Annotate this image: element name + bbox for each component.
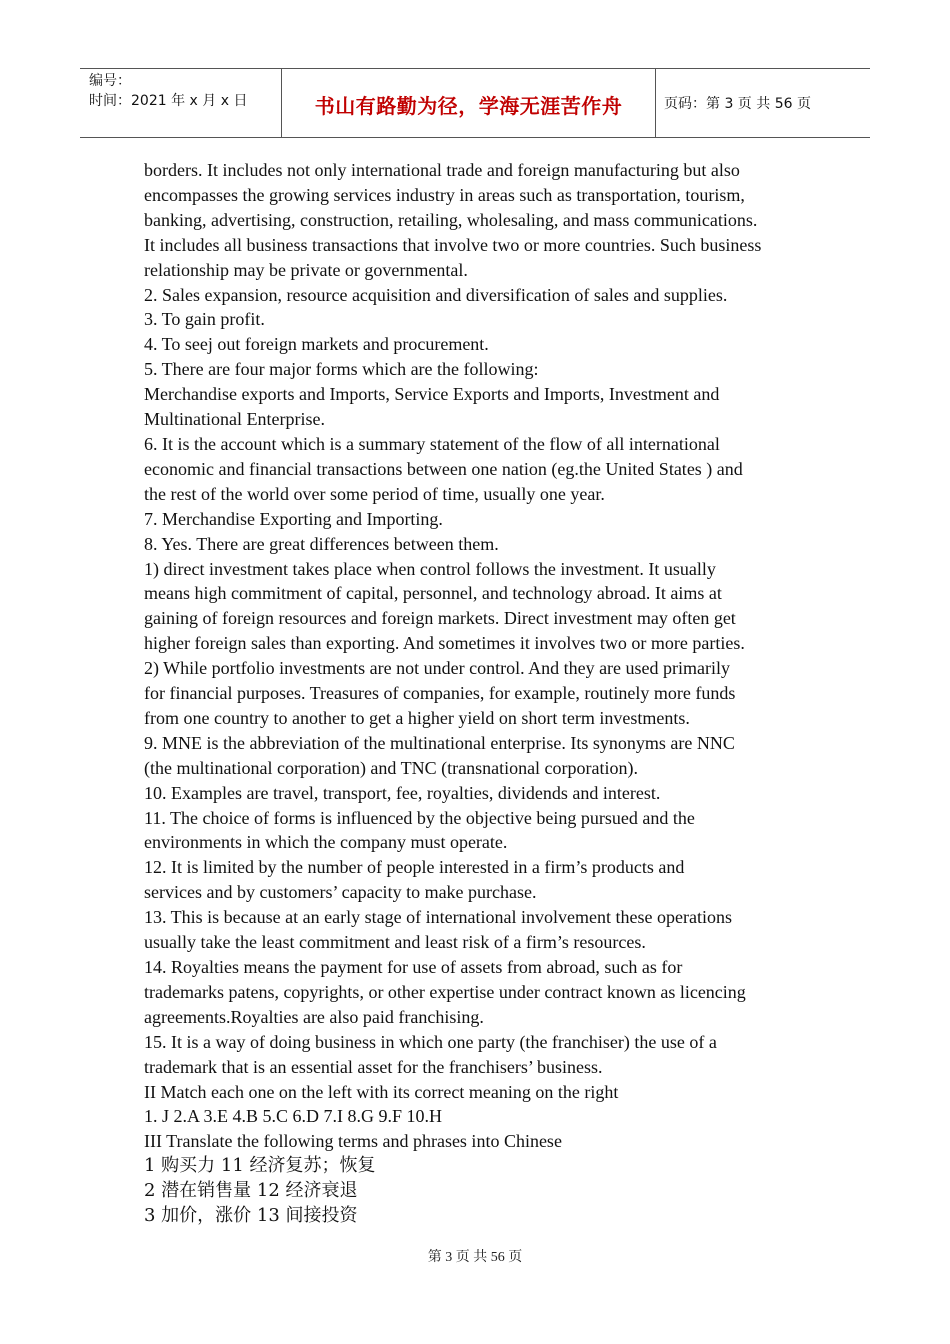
header-motto: 书山有路勤为径，学海无涯苦作舟 (314, 94, 623, 118)
answer-14: 14. Royalties means the payment for use of assets from abroad, such as for (144, 957, 683, 977)
section-heading-translate: III Translate the following terms and phrases into Chinese (144, 1131, 562, 1152)
document-body (144, 158, 824, 1229)
answer-5: 5. There are four major forms which are the following: (144, 359, 539, 380)
body-line: Merchandise exports and Imports, Service Exports and Imports, Investment and (144, 384, 720, 405)
header-right-cell (655, 69, 870, 137)
header-page-info: 页码：第 3 页 共 56 页 (664, 96, 811, 112)
body-line: Multinational Enterprise. (144, 409, 325, 430)
answer-15: 15. It is a way of doing business in which one party (the franchiser) the use of a (144, 1031, 717, 1052)
body-line: economic and financial transactions between one nation (eg.the United States ) and (144, 458, 743, 479)
answer-8: 8. Yes. There are great differences between them. (144, 533, 499, 554)
answer-9: 9. MNE is the abbreviation of the multinational enterprise. Its synonyms are NNC (144, 732, 735, 753)
translation-line: 1 购买力 11 经济复苏；恢复 (144, 1155, 376, 1177)
body-line: encompasses the growing services industry in areas such as transportation, tourism, (144, 184, 745, 205)
answer-6: 6. It is the account which is a summary statement of the flow of all international (144, 433, 720, 454)
answer-7: 7. Merchandise Exporting and Importing. (144, 508, 443, 529)
body-line: relationship may be private or governmental. (144, 259, 468, 280)
answer-10: 10. Examples are travel, transport, fee, royalties, dividends and interest. (144, 782, 661, 803)
body-line: usually take the least commitment and least risk of a firm’s resources. (144, 932, 646, 953)
translation-line: 3 加价，涨价 13 间接投资 (144, 1205, 358, 1227)
body-line: environments in which the company must operate. (144, 832, 508, 853)
match-answers: 1. J 2.A 3.E 4.B 5.C 6.D 7.I 8.G 9.F 10.H (144, 1106, 443, 1127)
document-number-label: 编号： (89, 73, 131, 89)
translation-line: 2 潜在销售量 12 经济衰退 (144, 1180, 358, 1202)
body-line: services and by customers’ capacity to make purchase. (144, 882, 537, 903)
body-line: means high commitment of capital, personnel, and technology abroad. It aims at (144, 583, 722, 604)
body-line: the rest of the world over some period of time, usually one year. (144, 483, 605, 504)
body-line: gaining of foreign resources and foreign markets. Direct investment may often get (144, 608, 736, 629)
body-line: trademark that is an essential asset for the franchisers’ business. (144, 1056, 603, 1077)
header-left-cell (80, 69, 281, 137)
answer-2: 2. Sales expansion, resource acquisition and diversification of sales and supplies. (144, 284, 728, 305)
body-line: higher foreign sales than exporting. And sometimes it involves two or more parties. (144, 633, 745, 654)
answer-13: 13. This is because at an early stage of international involvement these operations (144, 907, 732, 928)
body-line: banking, advertising, construction, retailing, wholesaling, and mass communications. (144, 209, 758, 230)
answer-12: 12. It is limited by the number of people interested in a firm’s products and (144, 857, 685, 878)
header-motto-cell (281, 69, 656, 137)
body-line: 1) direct investment takes place when control follows the investment. It usually (144, 558, 716, 579)
body-line: for financial purposes. Treasures of companies, for example, routinely more funds (144, 683, 736, 704)
body-line: trademarks patens, copyrights, or other expertise under contract known as licencing (144, 981, 746, 1002)
body-line: (the multinational corporation) and TNC (transnational corporation). (144, 757, 639, 778)
body-line: from one country to another to get a higher yield on short term investments. (144, 707, 690, 728)
document-time-label: 时间：2021 年 x 月 x 日 (89, 93, 248, 109)
body-line: borders. It includes not only international trade and foreign manufacturing but also (144, 160, 740, 180)
section-heading-match: II Match each one on the left with its correct meaning on the right (144, 1081, 619, 1102)
answer-11: 11. The choice of forms is influenced by the objective being pursued and the (144, 807, 695, 828)
body-line: agreements.Royalties are also paid franchising. (144, 1006, 484, 1027)
answer-3: 3. To gain profit. (144, 309, 265, 330)
body-line: 2) While portfolio investments are not under control. And they are used primarily (144, 658, 731, 679)
answer-4: 4. To seej out foreign markets and procurement. (144, 334, 489, 355)
page-header (80, 68, 870, 138)
body-line: It includes all business transactions that involve two or more countries. Such business (144, 234, 762, 255)
page-footer: 第 3 页 共 56 页 (427, 1250, 523, 1265)
